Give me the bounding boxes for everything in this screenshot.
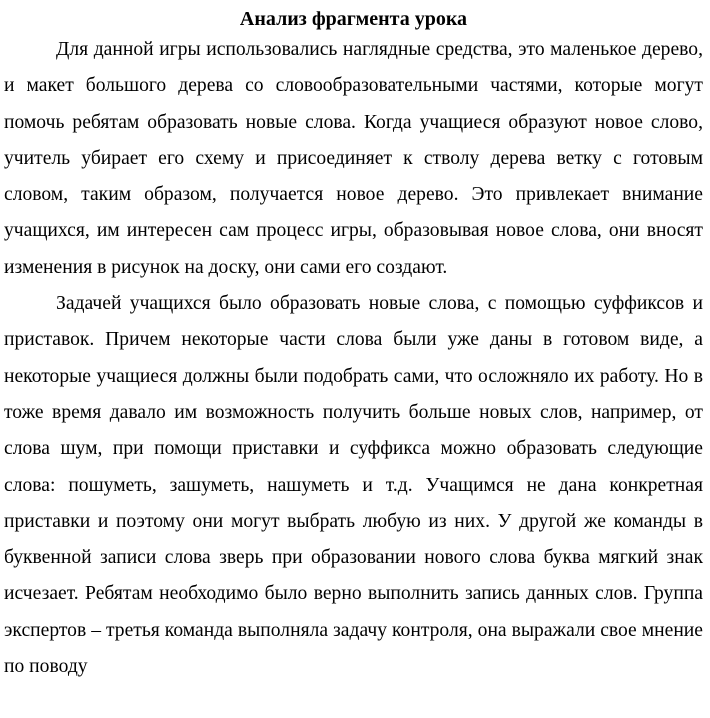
paragraph-2: Задачей учащихся было образовать новые слова, с помощью суффиксов и приставок. Причем некоторые части слова были уже даны в готовом виде, а некоторые учащиеся должны были подобрать сами, что осложняло их работу. Но в тоже время давало им возможность получить больше новых слов, например, от слова шум, при помощи приставки и суффикса можно образовать следующие слова: пошуметь, зашуметь, нашуметь и т.д. Учащимся не дана конкретная приставки и поэтому они могут выбрать любую из них. У другой же команды в буквенной записи слова зверь при образовании нового слова буква мягкий знак исчезает. Ребятам необходимо было верно выполнить запись данных слов. Группа экспертов – третья команда выполняла задачу контроля, она выражали свое мнение по поводу <box>4 293 703 678</box>
document-title: Анализ фрагмента урока <box>239 8 468 30</box>
document-page <box>4 6 703 685</box>
paragraph-1: Для данной игры использовались наглядные средства, это маленькое дерево, и макет большого дерева со словообразовательными частями, которые могут помочь ребятам образовать новые слова. Когда учащиеся образуют новое слово, учитель убирает его схему и присоединяет к стволу дерева ветку с готовым словом, таким образом, получается новое дерево. Это привлекает внимание учащихся, им интересен сам процесс игры, образовывая новое слова, они вносят изменения в рисунок на доску, они сами его создают. <box>4 39 703 278</box>
